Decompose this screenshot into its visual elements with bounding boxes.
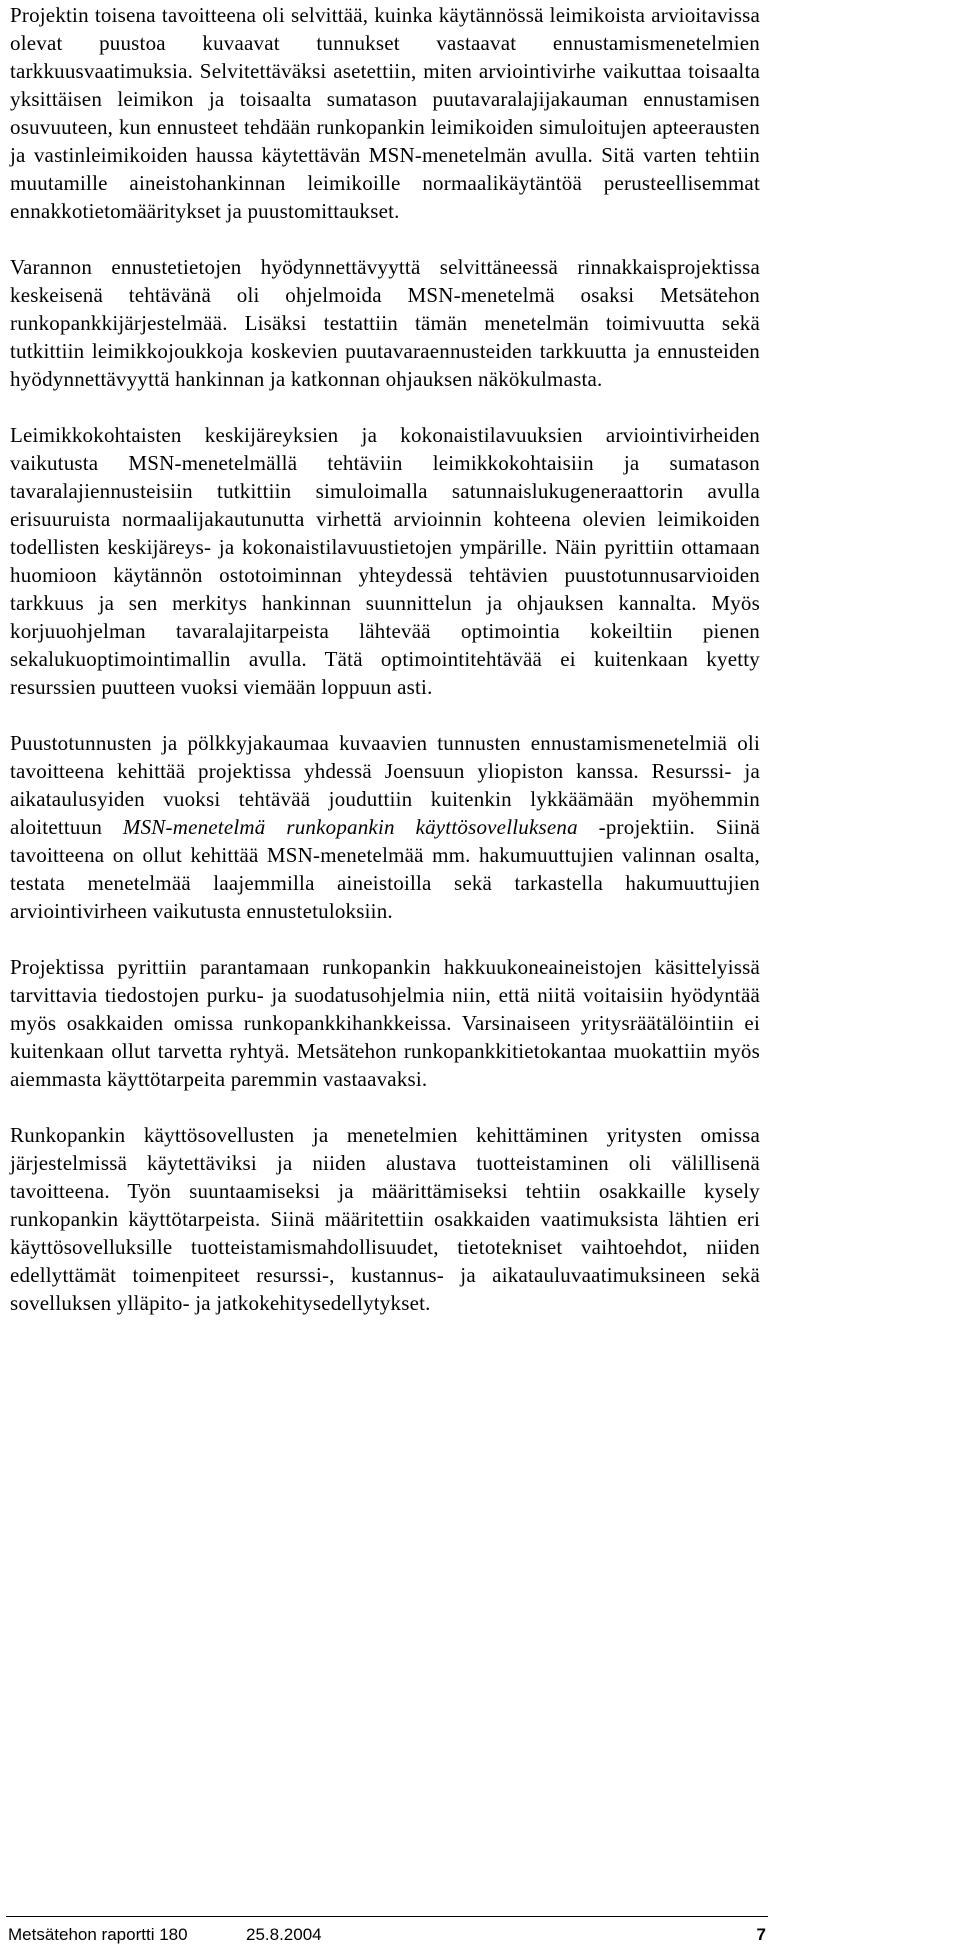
paragraph-prediction-methods bbox=[10, 729, 760, 925]
paragraph-parallel-project: Varannon ennustetietojen hyödynnettävyyttä selvittäneessä rinnakkaisprojektissa keskeisenä tehtävänä oli ohjelmoida MSN-menetelmä osaksi Metsätehon runkopankkijärjestelmää. Lisäksi testattiin tämän menetelmän toimivuutta sekä tutkittiin leimikkojoukkoja koskevien puutavaraennusteiden tarkkuutta ja ennusteiden hyödynnettävyyttä hankinnan ja katkonnan ohjauksen näkökulmasta. bbox=[10, 255, 760, 391]
body-text bbox=[10, 0, 760, 1345]
paragraph-prediction-methods-italic: MSN-menetelmä runkopankin käyttösovelluksena bbox=[122, 815, 578, 839]
footer-page-number: 7 bbox=[756, 1925, 766, 1944]
paragraph-project-goal-2: Projektin toisena tavoitteena oli selvittää, kuinka käytännössä leimikoista arvioitavissa olevat puustoa kuvaavat tunnukset vastaavat ennustamismenetelmien tarkkuusvaatimuksia. Selvitettäväksi asetettiin, miten arviointivirhe vaikuttaa toisaalta yksittäisen leimikon ja toisaalta sumatason puutavaralajijakauman ennustamisen osuvuuteen, kun ennusteet tehdään runkopankin leimikoiden simuloitujen apteerausten ja vastinleimikoiden haussa käytettävän MSN-menetelmän avulla. Sitä varten tehtiin muutamille aineistohankinnan leimikoille normaalikäytäntöä perusteellisemmat ennakkotietomääritykset ja puustomittaukset. bbox=[10, 3, 760, 223]
page-footer bbox=[8, 1922, 766, 1948]
footer-divider bbox=[6, 1916, 768, 1917]
footer-date: 25.8.2004 bbox=[246, 1925, 322, 1944]
paragraph-prediction-methods-after: -projektiin. Siinä tavoitteena on ollut kehittää MSN-menetelmää mm. hakumuuttujien valinnan osalta, testata menetelmää laajemmilla aineistoilla sekä tarkastella hakumuuttujien arviointivirheen vaikutusta ennustetuloksiin. bbox=[10, 815, 761, 923]
paragraph-harvester-data: Projektissa pyrittiin parantamaan runkopankin hakkuukoneaineistojen käsittelyissä tarvittavia tiedostojen purku- ja suodatusohjelmia niin, että niitä voitaisiin hyödyntää myös osakkaiden omissa runkopankkihankkeissa. Varsinaiseen yritysräätälöintiin ei kuitenkaan ollut tarvetta ryhtyä. Metsätehon runkopankkitietokantaa muokattiin myös aiemmasta käyttötarpeita paremmin vastaavaksi. bbox=[10, 955, 760, 1091]
paragraph-prediction-methods-before: Puustotunnusten ja pölkkyjakaumaa kuvaavien tunnusten ennustamismenetelmiä oli tavoitteena kehittää projektissa yhdessä Joensuun yliopiston kanssa. Resurssi- ja aikataulusyiden vuoksi tehtävää jouduttiin kuitenkin lykkäämään myöhemmin aloitettuun bbox=[10, 731, 760, 839]
paragraph-estimation-error: Leimikkokohtaisten keskijäreyksien ja kokonaistilavuuksien arviointivirheiden vaikutusta MSN-menetelmällä tehtäviin leimikkokohtaisiin ja sumatason tavaralajiennusteisiin tutkittiin simuloimalla satunnaislukugeneraattorin avulla erisuuruista normaalijakautunutta virhettä arvioinnin kohteena olevien leimikoiden todellisten keskijäreys- ja kokonaistilavuustietojen ympärille. Näin pyrittiin ottamaan huomioon käytännön ostotoiminnan yhteydessä tehtävien puustotunnusarvioiden tarkkuus ja sen merkitys hankinnan suunnittelun ja ohjauksen kannalta. Myös korjuuohjelman tavaralajitarpeista lähtevää optimointia kokeiltiin pienen sekalukuoptimointimallin avulla. Tätä optimointitehtävää ei kuitenkaan kyetty resurssien puutteen vuoksi viemään loppuun asti. bbox=[10, 423, 760, 699]
paragraph-applications: Runkopankin käyttösovellusten ja menetelmien kehittäminen yritysten omissa järjestelmissä käytettäviksi ja niiden alustava tuotteistaminen oli välillisenä tavoitteena. Työn suuntaamiseksi ja määrittämiseksi tehtiin osakkaille kysely runkopankin käyttötarpeista. Siinä määritettiin osakkaiden vaatimuksista lähtien eri käyttösovelluksille tuotteistamismahdollisuudet, tietotekniset vaihtoehdot, niiden edellyttämät toimenpiteet resurssi-, kustannus- ja aikatauluvaatimuksineen sekä sovelluksen ylläpito- ja jatkokehitysedellytykset. bbox=[10, 1123, 760, 1315]
footer-report-title: Metsätehon raportti 180 bbox=[8, 1925, 188, 1944]
